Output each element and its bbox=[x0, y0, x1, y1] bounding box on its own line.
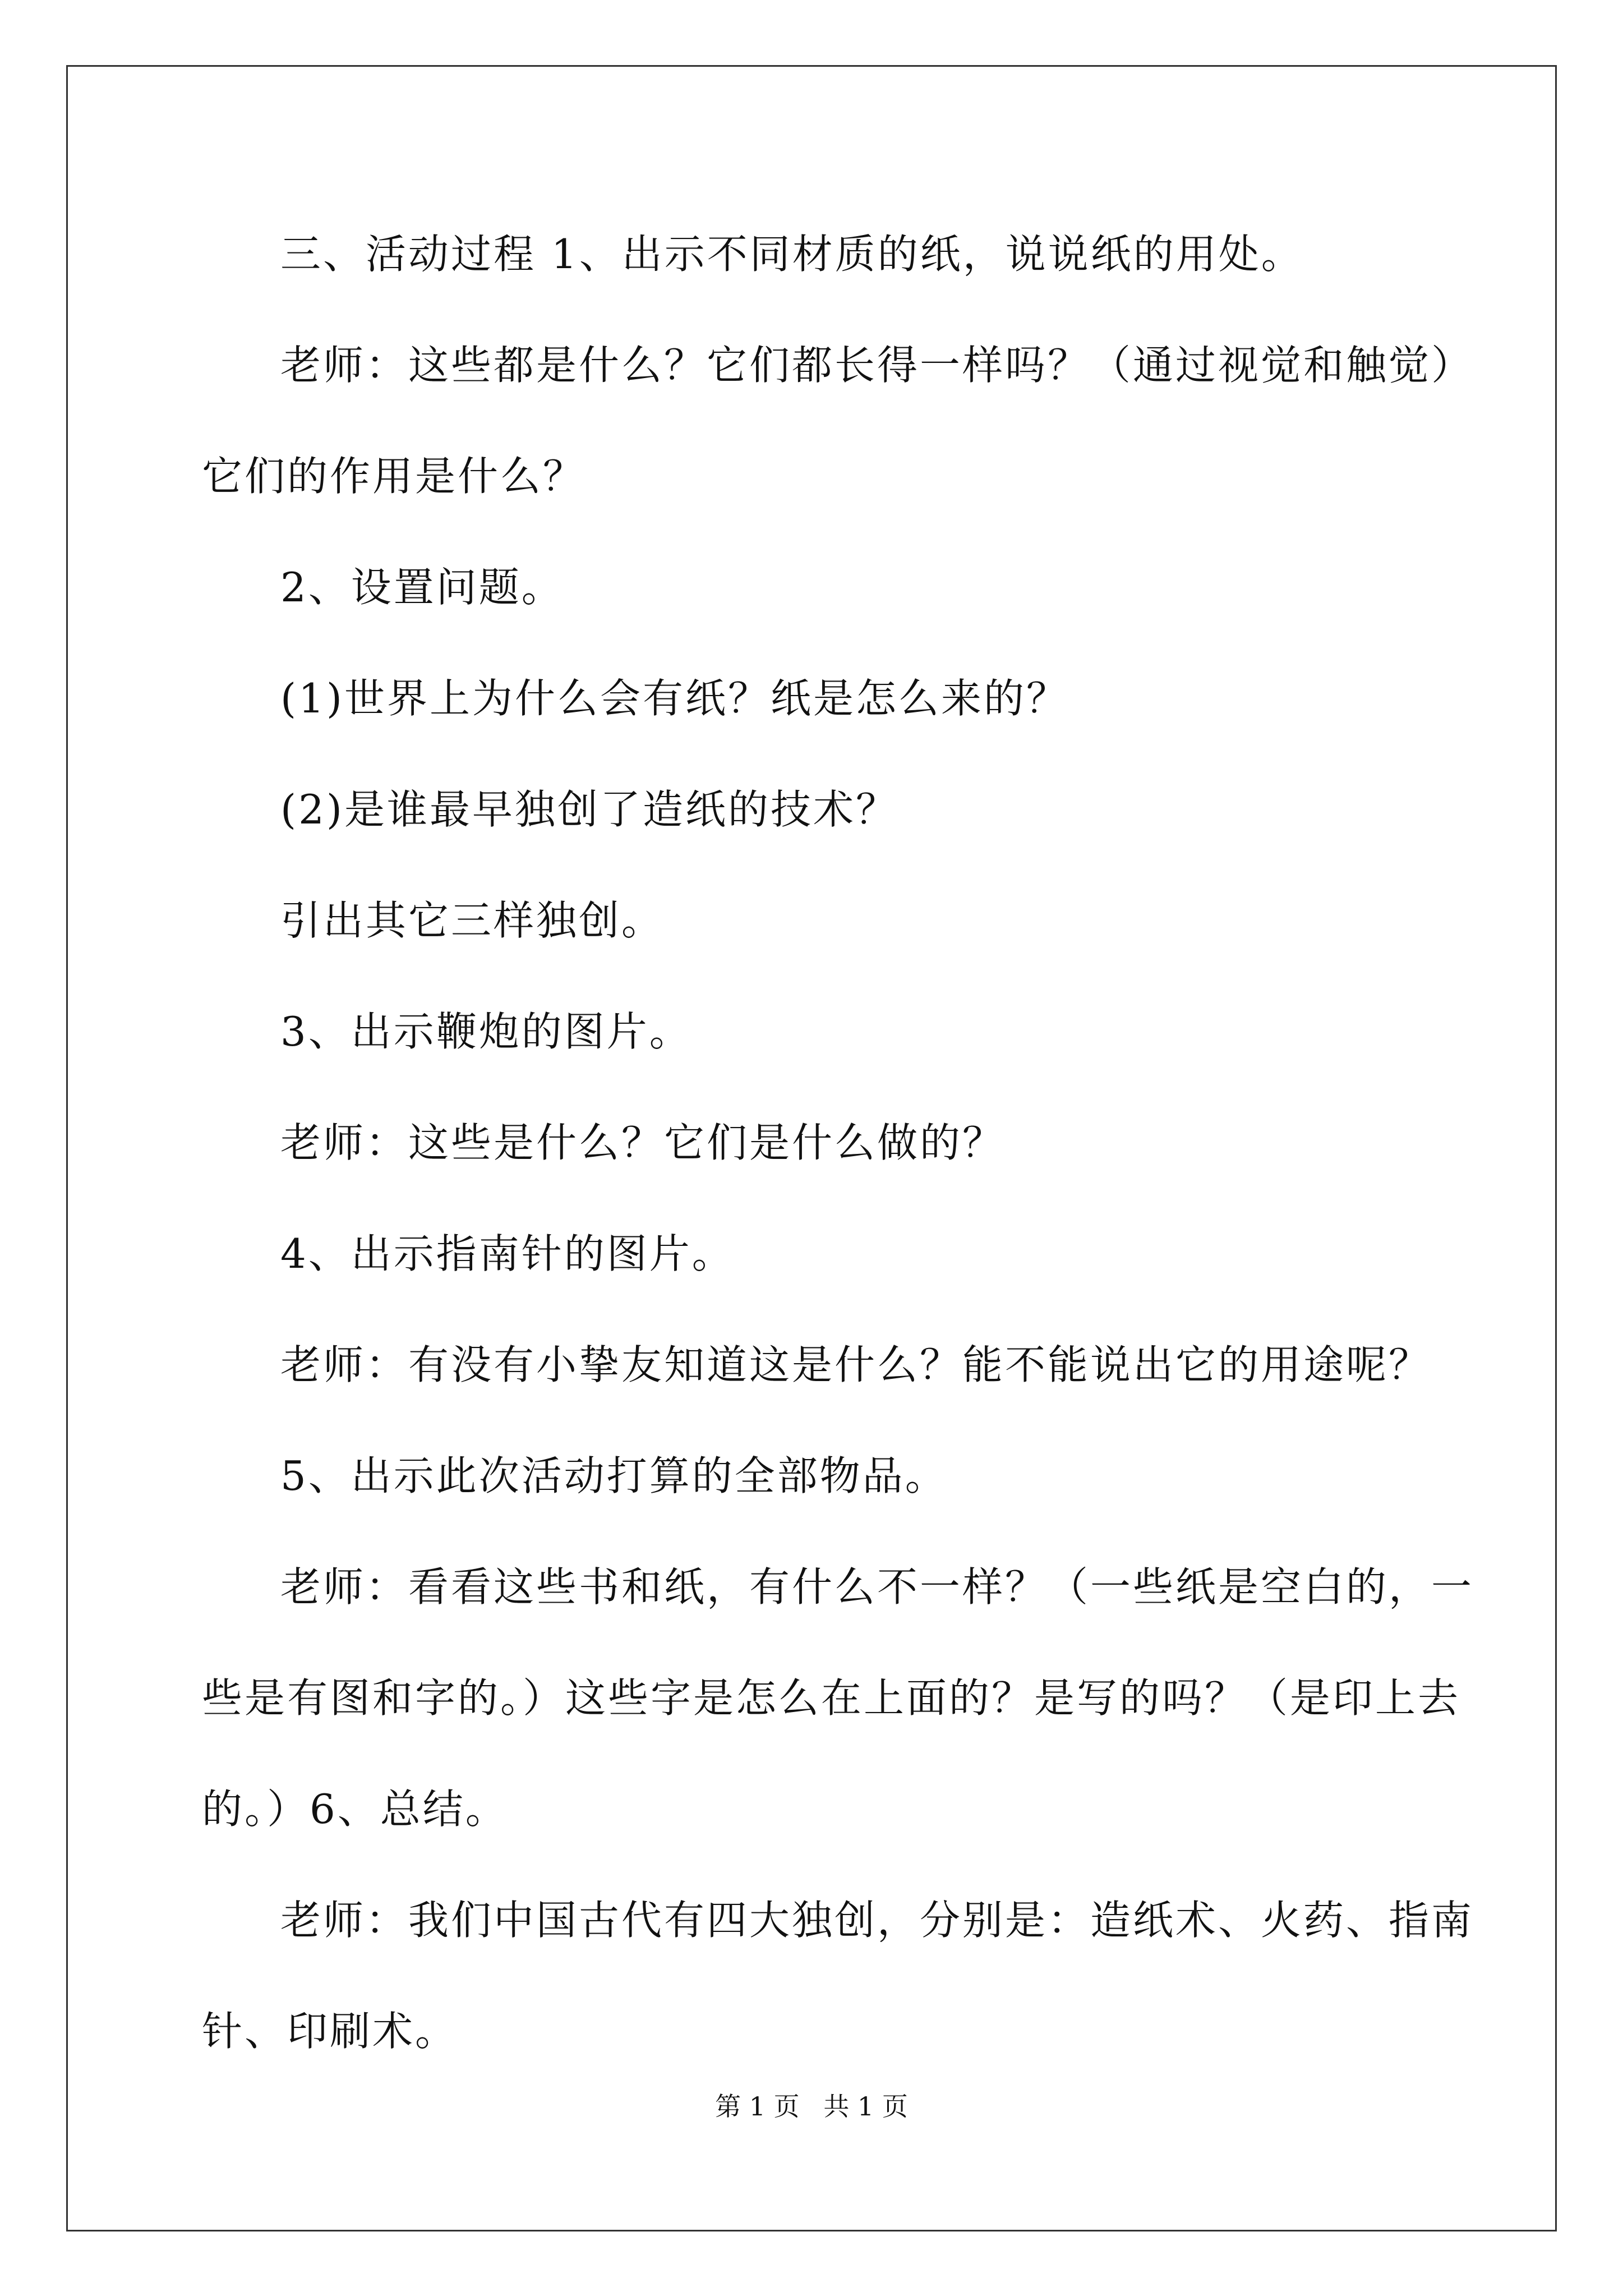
page-footer bbox=[0, 2090, 1623, 2123]
paragraph-line: 老师：我们中国古代有四大独创，分别是：造纸术、火药、指南 bbox=[280, 1897, 1474, 1944]
paragraph-line: 引出其它三样独创。 bbox=[280, 897, 665, 944]
paragraph-line: 些是有图和字的。）这些字是怎么在上面的？是写的吗？（是印上去 bbox=[202, 1674, 1461, 1722]
paragraph-line: 三、活动过程 1、出示不同材质的纸，说说纸的用处。 bbox=[280, 231, 1304, 278]
paragraph-line: (1)世界上为什么会有纸？纸是怎么来的？ bbox=[280, 675, 1069, 722]
paragraph-line: 老师：这些都是什么？它们都长得一样吗？（通过视觉和触觉） bbox=[280, 342, 1474, 389]
paragraph-line: 的。）6、总结。 bbox=[202, 1786, 508, 1833]
page-number: 第 1 页 bbox=[715, 2091, 800, 2122]
paragraph-line: 老师：这些是什么？它们是什么做的？ bbox=[280, 1119, 1006, 1166]
paragraph-line: 老师：有没有小挚友知道这是什么？能不能说出它的用途呢？ bbox=[280, 1341, 1432, 1388]
paragraph-line: 3、出示鞭炮的图片。 bbox=[280, 1008, 692, 1055]
paragraph-line: 4、出示指南针的图片。 bbox=[280, 1230, 735, 1277]
paragraph-line: 它们的作用是什么？ bbox=[202, 453, 586, 500]
paragraph-line: 5、出示此次活动打算的全部物品。 bbox=[280, 1452, 948, 1499]
page-total: 共 1 页 bbox=[823, 2091, 908, 2122]
paragraph-line: (2)是谁最早独创了造纸的技术？ bbox=[280, 786, 898, 833]
paragraph-line: 2、设置问题。 bbox=[280, 564, 564, 611]
paragraph-line: 老师：看看这些书和纸，有什么不一样？（一些纸是空白的，一 bbox=[280, 1563, 1474, 1611]
paragraph-line: 针、印刷术。 bbox=[202, 2008, 458, 2055]
